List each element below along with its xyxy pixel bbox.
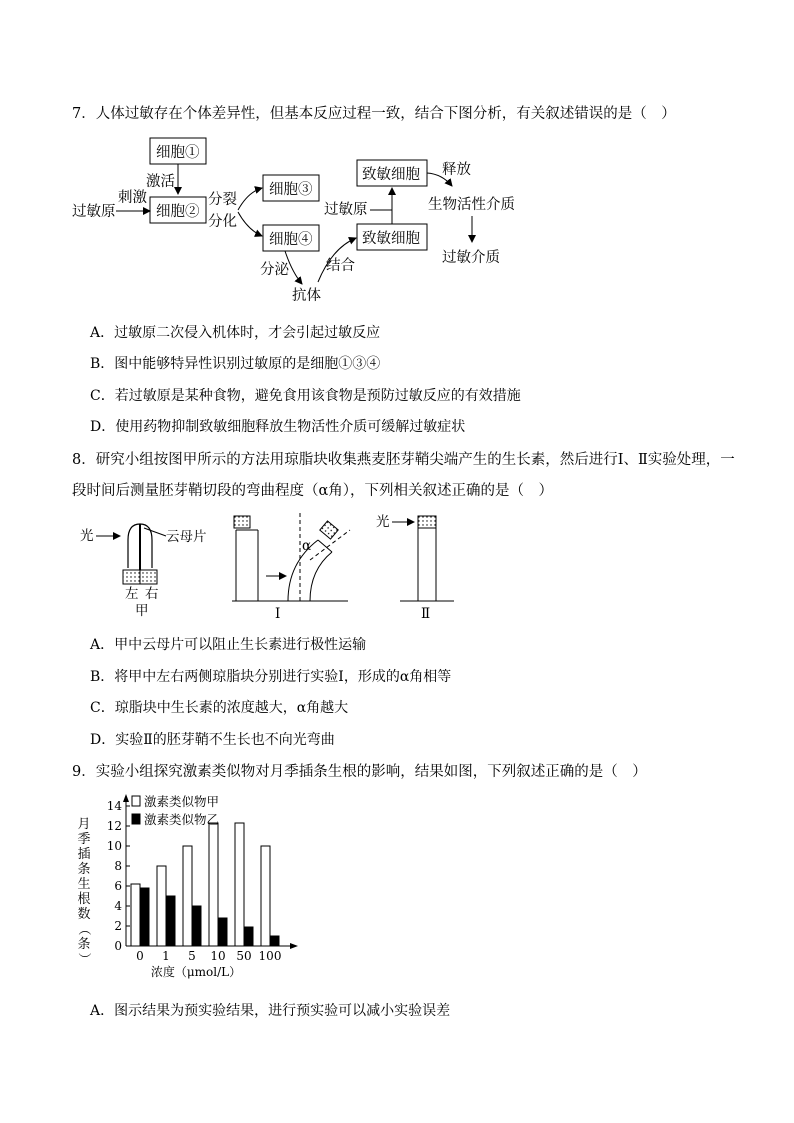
y-axis-label-char: 插 (77, 847, 91, 862)
legend-swatch (132, 796, 140, 806)
y-axis-label-char: 条 (77, 937, 91, 952)
q8-stem-line2: 段时间后测量胚芽鞘切段的弯曲程度（α角），下列相关叙述正确的是（ ） (72, 483, 554, 499)
light1-label: 光 (80, 528, 94, 544)
bar-jia (261, 846, 270, 946)
q8-stem-line1: 8．研究小组按图甲所示的方法用琼脂块收集燕麦胚芽鞘尖端产生的生长素，然后进行Ⅰ、Ⅱ实验处理，一 (72, 452, 735, 468)
light2-label: 光 (376, 514, 390, 530)
cell2-label: 细胞② (156, 204, 200, 220)
y-axis-label-char: 数 (77, 907, 91, 922)
bar-jia (235, 823, 244, 946)
x-tick-label: 1 (162, 949, 170, 963)
y-tick-label: 10 (106, 839, 122, 853)
x-tick-label: 0 (136, 949, 144, 963)
cell3-label: 细胞③ (269, 182, 313, 198)
y-tick-label: 6 (114, 879, 122, 893)
bar-yi (218, 918, 227, 946)
bar-yi (140, 888, 149, 946)
bar-jia (183, 846, 192, 946)
y-tick-label: 4 (114, 899, 122, 913)
q9-stem: 9．实验小组探究激素类似物对月季插条生根的影响，结果如图，下列叙述正确的是（ ） (72, 764, 647, 780)
bar-jia (209, 823, 218, 946)
q7-stem: 7．人体过敏存在个体差异性，但基本反应过程一致，结合下图分析，有关叙述错误的是（ ） (72, 106, 676, 122)
bar-yi (244, 927, 253, 946)
q7-option-a: A．过敏原二次侵入机体时，才会引起过敏反应 (90, 325, 381, 341)
q9-option-a: A．图示结果为预实验结果，进行预实验可以减小实验误差 (90, 1003, 451, 1019)
y-tick-label: 14 (106, 799, 122, 813)
secrete-label: 分泌 (260, 262, 289, 278)
antibody-label: 抗体 (292, 288, 321, 304)
alpha-label: α (302, 538, 312, 554)
exp2-label: Ⅱ (421, 606, 431, 622)
q9-bar-chart (70, 786, 320, 986)
legend-label: 激素类似物甲 (144, 794, 220, 809)
mica-label: 云母片 (166, 529, 207, 545)
differentiate-label: 分化 (208, 214, 237, 230)
cell1-label: 细胞① (156, 145, 200, 161)
x-tick-label: 5 (188, 949, 196, 963)
y-axis-label-char: 根 (77, 892, 91, 907)
bar-jia (131, 884, 140, 946)
x-tick-label: 100 (258, 949, 282, 963)
bar-yi (166, 896, 175, 946)
y-axis-arrow (123, 794, 129, 802)
x-tick-label: 50 (236, 949, 252, 963)
q7-option-b: B．图中能够特异性识别过敏原的是细胞①③④ (90, 356, 381, 372)
y-axis-label-char: （ (76, 922, 91, 936)
mediator-label: 生物活性介质 (428, 197, 515, 213)
q7-option-d: D．使用药物抑制致敏细胞释放生物活性介质可缓解过敏症状 (90, 419, 466, 435)
q8-option-a: A．甲中云母片可以阻止生长素进行极性运输 (90, 637, 367, 653)
y-axis-label-char: 生 (77, 877, 91, 892)
left-label: 左 (125, 586, 139, 602)
allergen2-label: 过敏原 (324, 202, 368, 218)
y-tick-label: 2 (114, 919, 122, 933)
legend-label: 激素类似物乙 (144, 812, 220, 827)
y-axis-label-char: 月 (77, 817, 91, 832)
stim-label: 刺激 (118, 190, 147, 206)
x-axis-label: 浓度（μmol/L） (150, 965, 242, 979)
jia-label: 甲 (135, 603, 149, 619)
activate-label: 激活 (146, 174, 175, 190)
x-axis-arrow (290, 943, 298, 949)
mast-top-label: 致敏细胞 (362, 167, 420, 183)
q7-diagram (70, 130, 530, 310)
divide-label: 分裂 (208, 192, 237, 208)
bar-yi (270, 936, 279, 946)
release-label: 释放 (442, 162, 471, 178)
y-axis-label-char: ） (76, 952, 91, 966)
y-axis-label-char: 条 (77, 862, 91, 877)
cell4-label: 细胞④ (269, 232, 313, 248)
bar-yi (192, 906, 201, 946)
right-label: 右 (145, 586, 159, 602)
q8-option-b: B．将甲中左右两侧琼脂块分别进行实验Ⅰ，形成的α角相等 (90, 669, 452, 685)
legend-swatch (132, 814, 140, 824)
q7-option-c: C．若过敏原是某种食物，避免食用该食物是预防过敏反应的有效措施 (90, 388, 521, 404)
mast-bottom-label: 致敏细胞 (362, 231, 420, 247)
exp1-label: Ⅰ (275, 606, 281, 622)
y-tick-label: 0 (114, 939, 122, 953)
y-tick-label: 8 (114, 859, 122, 873)
y-tick-label: 12 (106, 819, 122, 833)
q8-option-c: C．琼脂块中生长素的浓度越大，α角越大 (90, 700, 349, 716)
q8-option-d: D．实验Ⅱ的胚芽鞘不生长也不向光弯曲 (90, 732, 335, 748)
y-axis-label-char: 季 (77, 832, 91, 847)
q8-diagram (70, 508, 470, 623)
x-tick-label: 10 (210, 949, 226, 963)
bind-label: 结合 (326, 258, 355, 274)
bar-jia (157, 866, 166, 946)
allergy-mediator-label: 过敏介质 (442, 250, 500, 266)
allergen-label: 过敏原 (72, 204, 116, 220)
